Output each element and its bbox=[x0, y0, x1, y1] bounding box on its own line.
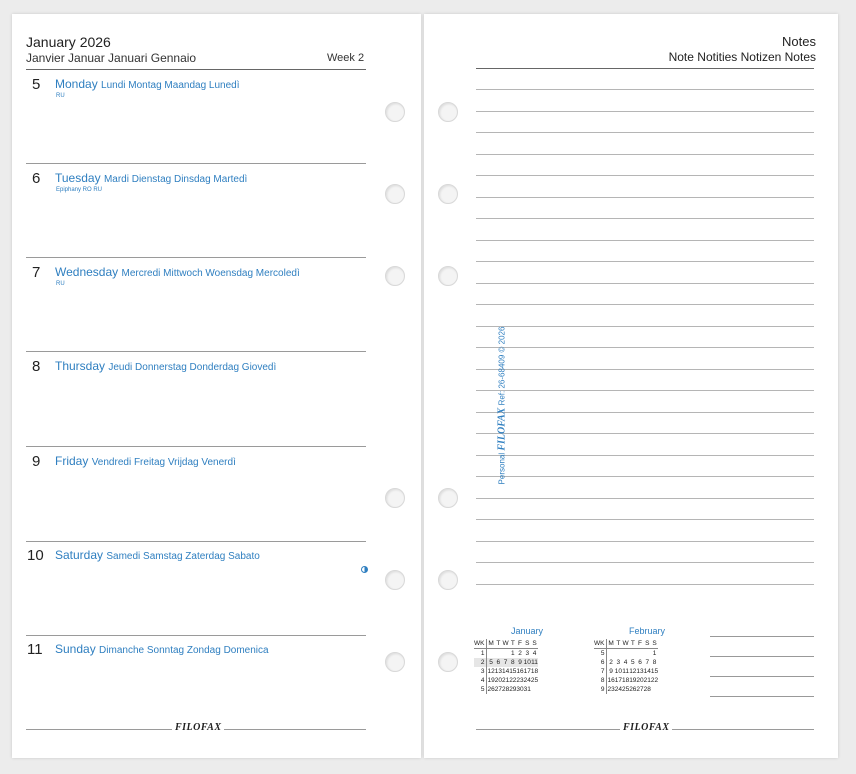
calendar-day: 2 bbox=[518, 650, 522, 657]
mini-calendar-week-row bbox=[594, 685, 658, 694]
calendar-day: 12 bbox=[629, 668, 637, 675]
calendar-day: 3 bbox=[616, 659, 621, 666]
day-note: RU bbox=[56, 281, 65, 287]
weekday-label: S bbox=[645, 640, 650, 647]
day-number: 5 bbox=[32, 76, 41, 93]
calendar-day: 26 bbox=[487, 686, 495, 693]
week-number: 6 bbox=[594, 658, 607, 667]
calendar-day: 12 bbox=[487, 668, 495, 675]
day-name-en: Wednesday bbox=[55, 265, 119, 279]
week-number: 8 bbox=[594, 676, 607, 685]
mini-calendar-month: February bbox=[628, 626, 665, 636]
note-line[interactable] bbox=[476, 369, 814, 370]
calendar-day: 1 bbox=[652, 650, 657, 657]
calendar-day bbox=[644, 649, 651, 659]
calendar-day: 25 bbox=[530, 677, 539, 684]
calendar-day bbox=[636, 649, 643, 659]
calendar-day: 7 bbox=[645, 659, 650, 666]
weekday-label: W bbox=[502, 640, 509, 647]
note-line[interactable] bbox=[476, 433, 814, 434]
note-line[interactable] bbox=[476, 132, 814, 133]
calendar-day: 6 bbox=[638, 659, 642, 666]
weekday-label: M bbox=[608, 640, 614, 647]
notes-title: Notes bbox=[782, 34, 816, 49]
day-name bbox=[55, 548, 260, 562]
weekday-label: T bbox=[496, 640, 501, 647]
mini-calendar-week-row bbox=[594, 649, 658, 659]
note-line[interactable] bbox=[476, 218, 814, 219]
ring-hole-icon bbox=[438, 102, 458, 122]
mini-calendar-week-row bbox=[594, 658, 658, 667]
calendar-day: 4 bbox=[532, 650, 537, 657]
week-number: 7 bbox=[594, 667, 607, 676]
calendar-day: 29 bbox=[509, 686, 517, 693]
ring-hole-icon bbox=[438, 488, 458, 508]
calendar-day: 5 bbox=[630, 659, 635, 666]
note-line[interactable] bbox=[476, 541, 814, 542]
ring-hole-icon bbox=[438, 570, 458, 590]
week-number: 4 bbox=[474, 676, 487, 685]
note-line[interactable] bbox=[476, 89, 814, 90]
day-name-translations: Lundi Montag Maandag Lunedì bbox=[101, 80, 240, 91]
weekday-label: F bbox=[638, 640, 643, 647]
calendar-day: 8 bbox=[510, 659, 515, 666]
calendar-day: 16 bbox=[516, 668, 524, 675]
calendar-day: 21 bbox=[501, 677, 510, 684]
note-line[interactable] bbox=[476, 154, 814, 155]
calendar-day: 27 bbox=[636, 686, 644, 693]
day-divider bbox=[26, 446, 366, 447]
note-line[interactable] bbox=[476, 476, 814, 477]
day-name bbox=[55, 454, 236, 468]
calendar-day: 24 bbox=[614, 686, 622, 693]
calendar-day: 28 bbox=[643, 686, 651, 693]
note-line[interactable] bbox=[476, 326, 814, 327]
day-name-en: Thursday bbox=[55, 359, 106, 373]
weekday-label: WK bbox=[474, 639, 487, 649]
note-line[interactable] bbox=[476, 240, 814, 241]
day-number: 7 bbox=[32, 264, 41, 281]
ring-hole-icon bbox=[385, 266, 405, 286]
calendar-day bbox=[531, 685, 538, 694]
day-number: 9 bbox=[32, 453, 41, 470]
calendar-day: 11 bbox=[531, 659, 538, 666]
spine-filofax-logo: FILOFAX bbox=[496, 407, 508, 451]
right-page bbox=[424, 14, 838, 758]
day-name-translations: Vendredi Freitag Vrijdag Venerdì bbox=[91, 457, 236, 468]
mini-calendar-month: January bbox=[510, 626, 544, 636]
left-page bbox=[12, 14, 421, 758]
calendar-day: 9 bbox=[609, 668, 613, 675]
calendar-day: 1 bbox=[510, 650, 515, 657]
calendar-day: 16 bbox=[607, 677, 615, 684]
calendar-note-line bbox=[710, 636, 814, 637]
day-name bbox=[55, 77, 240, 91]
note-line[interactable] bbox=[476, 519, 814, 520]
filofax-logo: FILOFAX bbox=[620, 722, 672, 733]
day-divider bbox=[26, 351, 366, 352]
weekday-label: T bbox=[616, 640, 621, 647]
calendar-day bbox=[607, 649, 615, 659]
note-line[interactable] bbox=[476, 175, 814, 176]
calendar-day: 17 bbox=[614, 677, 622, 684]
mini-calendar-grid bbox=[474, 639, 538, 694]
weekday-label: F bbox=[518, 640, 523, 647]
note-line[interactable] bbox=[476, 455, 814, 456]
calendar-note-line bbox=[710, 656, 814, 657]
day-name bbox=[55, 642, 269, 656]
calendar-day: 10 bbox=[614, 668, 622, 675]
mini-calendar-week-row bbox=[594, 676, 658, 685]
day-number: 6 bbox=[32, 170, 41, 187]
weekday-label: T bbox=[510, 640, 515, 647]
day-divider bbox=[26, 257, 366, 258]
note-line[interactable] bbox=[476, 197, 814, 198]
moon-phase-icon bbox=[361, 566, 368, 573]
day-name-translations: Jeudi Donnerstag Donderdag Giovedì bbox=[108, 362, 277, 373]
calendar-day: 26 bbox=[629, 686, 637, 693]
day-note: Epiphany RO RU bbox=[56, 187, 103, 193]
day-name-translations: Dimanche Sonntag Zondag Domenica bbox=[99, 645, 269, 656]
ring-hole-icon bbox=[385, 652, 405, 672]
calendar-day: 20 bbox=[494, 677, 502, 684]
day-name-en: Sunday bbox=[55, 642, 96, 656]
weekday-label: S bbox=[532, 640, 537, 647]
calendar-note-line bbox=[710, 676, 814, 677]
day-name-translations: Mercredi Mittwoch Woensdag Mercoledì bbox=[121, 268, 300, 279]
calendar-day: 9 bbox=[518, 659, 522, 666]
spine-personal: Personal bbox=[497, 452, 507, 485]
month-translations: Janvier Januar Januari Gennaio bbox=[26, 51, 197, 65]
week-label: Week 2 bbox=[327, 52, 365, 64]
ring-hole-icon bbox=[438, 184, 458, 204]
weekday-label: S bbox=[652, 640, 657, 647]
calendar-day: 14 bbox=[643, 668, 651, 675]
mini-calendar-header bbox=[474, 639, 538, 649]
mini-calendar-week-row bbox=[474, 649, 538, 659]
header-divider bbox=[476, 68, 814, 69]
calendar-day: 20 bbox=[636, 677, 644, 684]
day-name-en: Tuesday bbox=[55, 171, 101, 185]
calendar-day: 31 bbox=[523, 686, 531, 693]
calendar-day: 13 bbox=[494, 668, 502, 675]
calendar-day: 22 bbox=[650, 677, 659, 684]
week-number: 2 bbox=[474, 658, 487, 667]
calendar-day: 4 bbox=[623, 659, 628, 666]
mini-calendar-week-row bbox=[474, 658, 538, 667]
ring-hole-icon bbox=[385, 184, 405, 204]
calendar-note-line bbox=[710, 696, 814, 697]
week-number: 3 bbox=[474, 667, 487, 676]
note-line[interactable] bbox=[476, 111, 814, 112]
calendar-day: 15 bbox=[509, 668, 517, 675]
day-divider bbox=[26, 163, 366, 164]
week-number: 1 bbox=[474, 649, 487, 659]
calendar-day bbox=[495, 649, 502, 659]
calendar-day: 25 bbox=[621, 686, 630, 693]
calendar-day bbox=[487, 649, 495, 659]
calendar-day: 30 bbox=[516, 686, 524, 693]
note-line[interactable] bbox=[476, 562, 814, 563]
calendar-day bbox=[622, 649, 629, 659]
day-name bbox=[55, 265, 300, 279]
calendar-day: 24 bbox=[523, 677, 531, 684]
day-number: 11 bbox=[27, 641, 43, 658]
spine-ref: Ref: 26-68409 bbox=[497, 354, 507, 406]
note-line[interactable] bbox=[476, 390, 814, 391]
day-note: RU bbox=[56, 93, 65, 99]
weekday-label: W bbox=[622, 640, 629, 647]
calendar-day bbox=[502, 649, 509, 659]
calendar-day: 3 bbox=[525, 650, 530, 657]
calendar-day: 23 bbox=[607, 686, 615, 693]
day-number: 10 bbox=[27, 547, 44, 564]
week-number: 5 bbox=[594, 649, 607, 659]
calendar-day: 7 bbox=[503, 659, 508, 666]
calendar-day bbox=[615, 649, 622, 659]
note-line[interactable] bbox=[476, 498, 814, 499]
calendar-day: 14 bbox=[501, 668, 510, 675]
calendar-day: 18 bbox=[621, 677, 630, 684]
calendar-day: 11 bbox=[622, 668, 629, 675]
note-line[interactable] bbox=[476, 412, 814, 413]
calendar-day: 8 bbox=[652, 659, 657, 666]
calendar-day: 2 bbox=[609, 659, 613, 666]
day-divider bbox=[26, 541, 366, 542]
weekday-label: M bbox=[488, 640, 494, 647]
note-line[interactable] bbox=[476, 584, 814, 585]
mini-calendar-header bbox=[594, 639, 658, 649]
calendar-day: 15 bbox=[650, 668, 659, 675]
filofax-logo: FILOFAX bbox=[172, 722, 224, 733]
mini-calendar-week-row bbox=[594, 667, 658, 676]
week-number: 9 bbox=[594, 685, 607, 694]
day-name-translations: Samedi Samstag Zaterdag Sabato bbox=[106, 551, 260, 562]
ring-hole-icon bbox=[385, 570, 405, 590]
calendar-day: 23 bbox=[516, 677, 524, 684]
header-divider bbox=[26, 69, 366, 70]
ring-hole-icon bbox=[385, 102, 405, 122]
mini-calendar-week-row bbox=[474, 685, 538, 694]
notes-translations: Note Notities Notizen Notes bbox=[668, 50, 816, 64]
spine-copyright: © 2026 bbox=[497, 326, 507, 353]
mini-calendar-week-row bbox=[474, 676, 538, 685]
calendar-day: 17 bbox=[523, 668, 531, 675]
note-line[interactable] bbox=[476, 304, 814, 305]
ring-hole-icon bbox=[385, 488, 405, 508]
day-name-en: Friday bbox=[55, 454, 89, 468]
day-name-translations: Mardi Dienstag Dinsdag Martedì bbox=[103, 174, 248, 185]
week-number: 5 bbox=[474, 685, 487, 694]
mini-calendar-grid bbox=[594, 639, 658, 694]
day-name bbox=[55, 359, 276, 373]
spine-imprint bbox=[496, 327, 507, 485]
note-line[interactable] bbox=[476, 261, 814, 262]
weekday-label: WK bbox=[594, 639, 607, 649]
day-name-en: Monday bbox=[55, 77, 98, 91]
calendar-day: 10 bbox=[523, 659, 531, 666]
note-line[interactable] bbox=[476, 283, 814, 284]
day-name bbox=[55, 171, 247, 185]
day-name-en: Saturday bbox=[55, 548, 104, 562]
calendar-day: 19 bbox=[629, 677, 637, 684]
day-number: 8 bbox=[32, 358, 41, 375]
calendar-day: 6 bbox=[496, 659, 501, 666]
calendar-day: 19 bbox=[487, 677, 495, 684]
calendar-day: 5 bbox=[487, 658, 495, 667]
ring-hole-icon bbox=[438, 266, 458, 286]
mini-calendar-week-row bbox=[474, 667, 538, 676]
calendar-day bbox=[629, 649, 636, 659]
page-title: January 2026 bbox=[26, 34, 111, 50]
calendar-day: 22 bbox=[509, 677, 517, 684]
note-line[interactable] bbox=[476, 347, 814, 348]
calendar-day: 27 bbox=[494, 686, 502, 693]
calendar-day bbox=[651, 685, 658, 694]
calendar-day: 28 bbox=[501, 686, 510, 693]
calendar-day: 21 bbox=[643, 677, 651, 684]
ring-hole-icon bbox=[438, 652, 458, 672]
day-divider bbox=[26, 635, 366, 636]
calendar-day: 13 bbox=[636, 668, 644, 675]
weekday-label: S bbox=[525, 640, 530, 647]
weekday-label: T bbox=[630, 640, 635, 647]
calendar-day: 18 bbox=[530, 668, 539, 675]
